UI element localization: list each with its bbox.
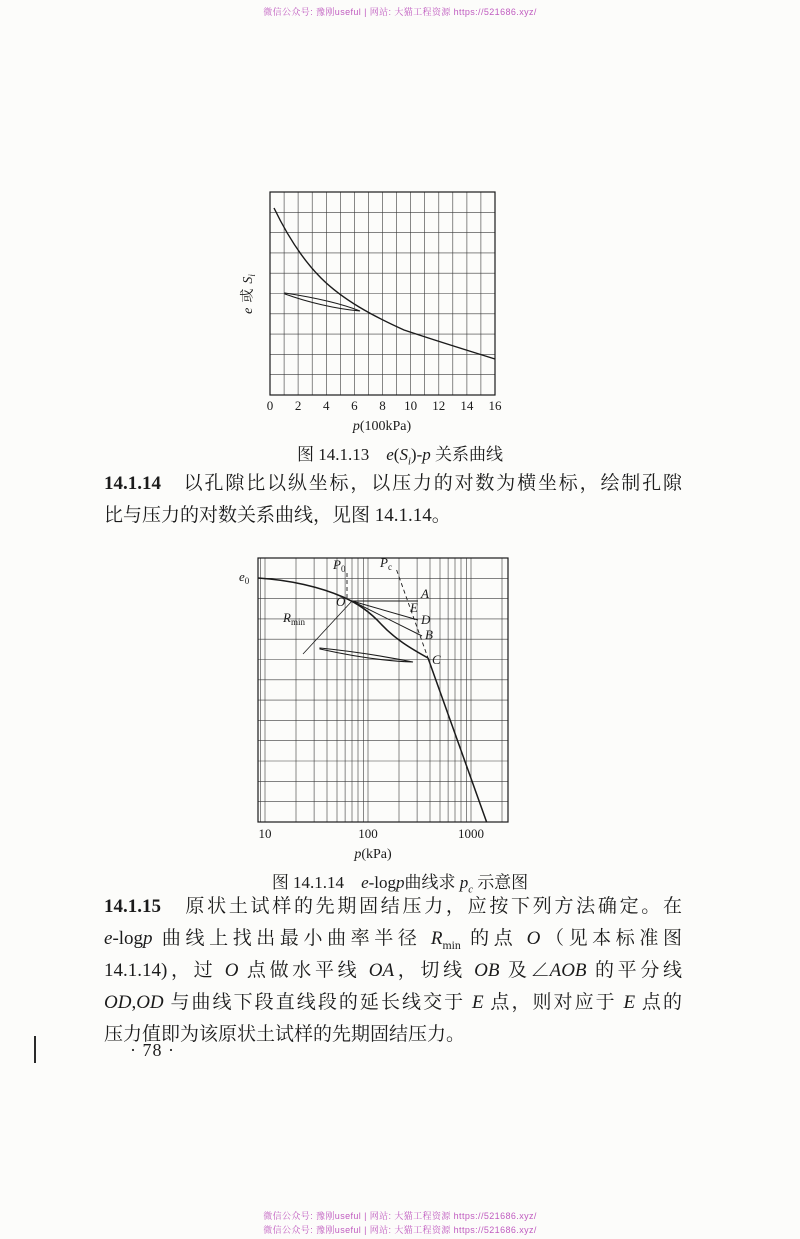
fig1-xtick-labels	[267, 398, 502, 413]
label-A: A	[421, 586, 429, 601]
svg-text:10: 10	[258, 826, 272, 841]
label-B: B	[425, 627, 433, 642]
clause-14-1-15	[104, 891, 682, 1051]
svg-text:100: 100	[358, 826, 378, 841]
fig2-virgin-line	[428, 658, 487, 822]
scan-artifact-mark	[34, 1036, 36, 1063]
text-line: 压力值即为该原状土试样的先期固结压力。	[104, 1024, 466, 1045]
svg-text:12: 12	[432, 398, 446, 413]
fig2-grid	[258, 558, 508, 822]
text-line: 14.1.15 原状土试样的先期固结压力，应按下列方法确定。在	[104, 896, 682, 917]
caption-figure-14-1-14: 图 14.1.14 e-logp曲线求 $p_c$ 示意图	[271, 873, 529, 896]
label-P0: $P_0$	[333, 557, 346, 574]
fig2-svg	[225, 548, 545, 866]
label-D: D	[421, 612, 431, 627]
svg-text:2: 2	[294, 398, 302, 413]
fig1-main-curve	[274, 208, 495, 359]
svg-text:4: 4	[323, 398, 330, 413]
figure-e-logp-curve	[225, 548, 545, 866]
text-line: 14.1.14)，过 O 点做水平线 OA，切线 OB 及∠AOB 的平分线	[104, 960, 682, 981]
label-Pc: $P_c$	[380, 555, 392, 572]
fig1-curves	[274, 208, 495, 359]
fig1-svg	[208, 182, 538, 440]
label-O: O	[336, 594, 346, 609]
svg-text:16: 16	[488, 398, 502, 413]
svg-text:14: 14	[460, 398, 474, 413]
svg-text:6: 6	[351, 398, 358, 413]
svg-text:10: 10	[404, 398, 418, 413]
svg-text:0: 0	[266, 398, 274, 413]
label-e0: $e_0$	[239, 569, 250, 586]
fig1-grid	[270, 192, 495, 395]
watermark-bottom-2: 微信公众号: 豫刚useful | 网站: 大猫工程资源 https://521686.xyz/	[263, 1225, 537, 1235]
text-line: 比与压力的对数关系曲线，见图 14.1.14。	[104, 505, 451, 526]
label-Rmin: $R_{min}$	[283, 610, 305, 627]
caption-figure-14-1-13: 图 14.1.13 $e(S_i)-p$ 关系曲线	[297, 445, 503, 468]
fig2-xtick-labels	[259, 826, 485, 841]
svg-text:8: 8	[379, 398, 386, 413]
fig1-ylabel: e或$S_i$	[241, 274, 257, 314]
fig2-xlabel: p(kPa)	[354, 847, 392, 862]
fig2-plot-border	[258, 558, 508, 822]
watermark-top: 微信公众号: 豫刚useful | 网站: 大猫工程资源 https://521686.xyz/	[263, 7, 537, 17]
clause-14-1-14	[104, 468, 682, 532]
page-number: · 78 ·	[130, 1040, 175, 1060]
svg-text:1000: 1000	[458, 826, 484, 841]
label-C: C	[432, 652, 441, 667]
text-line: OD,OD 与曲线下段直线段的延长线交于 E 点，则对应于 E 点的	[104, 992, 682, 1013]
fig1-rebound-loop	[285, 293, 360, 311]
text-line: e-logp 曲线上找出最小曲率半径 $R_{min}$ 的点 O（见本标准图	[104, 928, 682, 952]
figure-e-Si-p-curve	[208, 182, 538, 440]
label-E: E	[410, 600, 418, 615]
fig1-xlabel: p(100kPa)	[352, 419, 412, 434]
text-line: 14.1.14 以孔隙比以纵坐标，以压力的对数为横坐标，绘制孔隙	[104, 473, 682, 494]
watermark-bottom-1: 微信公众号: 豫刚useful | 网站: 大猫工程资源 https://521686.xyz/	[263, 1211, 537, 1221]
